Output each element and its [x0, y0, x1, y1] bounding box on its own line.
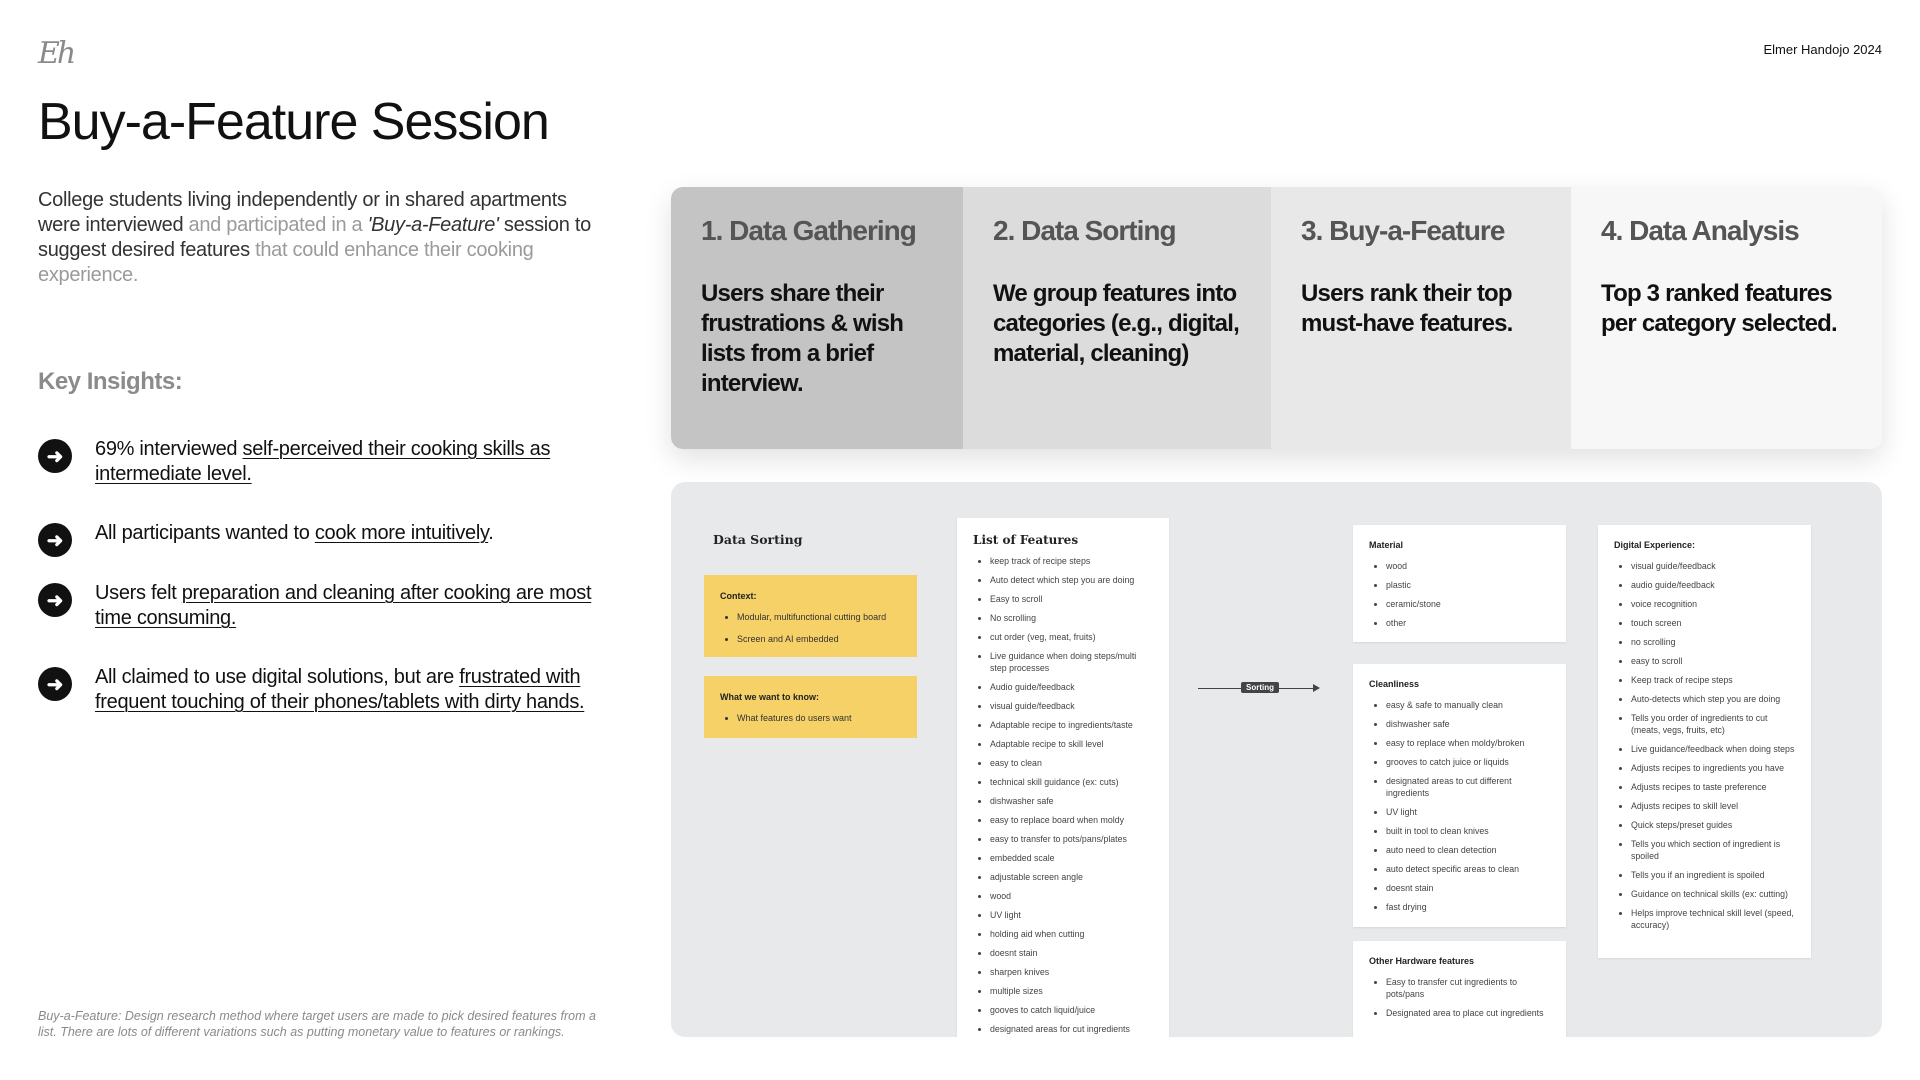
sticky-list [720, 611, 901, 645]
list-item: • audio guide/feedback [1631, 579, 1795, 591]
list-item: • grooves to catch juice or liquids [1386, 756, 1550, 768]
list-item: • Tells you which section of ingredient is spoiled [1631, 838, 1795, 862]
card-list [973, 555, 1153, 1035]
insight-text-plain: . [488, 522, 494, 544]
list-item: • Helps improve technical skill level (speed, accuracy) [1631, 907, 1795, 931]
list-item: • Easy to transfer cut ingredients to pots/pans [1386, 976, 1550, 1000]
insight-text-underlined: frustrated with frequent touching of their phones/tablets with dirty hands. [95, 666, 585, 713]
list-item: • doesnt stain [990, 947, 1153, 959]
arrow-head-icon [1313, 684, 1320, 692]
insight-text [95, 581, 618, 631]
card-title: List of Features [973, 533, 1079, 547]
data-sorting-board [671, 482, 1882, 1037]
insight-item [38, 665, 618, 715]
list-item: • multiple sizes [990, 985, 1153, 997]
list-item: • Adjusts recipes to skill level [1631, 800, 1795, 812]
author-credit: Elmer Handojo 2024 [1763, 42, 1882, 57]
card-title: Other Hardware features [1369, 956, 1475, 966]
insight-text-plain: Users felt [95, 582, 182, 604]
insight-text-plain: All claimed to use digital solutions, but are [95, 666, 460, 688]
card-title: Material [1369, 540, 1404, 550]
list-item: • voice recognition [1631, 598, 1795, 610]
list-item: • auto detect specific areas to clean [1386, 863, 1550, 875]
list-item: • easy to clean [990, 757, 1153, 769]
insight-text-underlined: cook more intuitively [314, 522, 489, 544]
step-data-analysis [1571, 187, 1882, 449]
list-item: • Easy to scroll [990, 593, 1153, 605]
card-title: Digital Experience: [1614, 540, 1696, 550]
list-item: • auto need to clean detection [1386, 844, 1550, 856]
want-sticky-note [704, 676, 917, 738]
list-item: • holding aid when cutting [990, 928, 1153, 940]
card-title: Cleanliness [1369, 679, 1420, 689]
step-title: 1. Data Gathering [701, 215, 916, 246]
list-item: • Auto-detects which step you are doing [1631, 693, 1795, 705]
list-item: • visual guide/feedback [990, 700, 1153, 712]
list-item: • designated areas to cut different ingredients [1386, 775, 1550, 799]
arrow-right-icon: ➜ [38, 583, 72, 617]
list-item: • sharpen knives [990, 966, 1153, 978]
sticky-title: Context: [720, 591, 757, 601]
list-item: • wood [1386, 560, 1550, 572]
insight-item [38, 581, 618, 631]
list-item: • designated areas for cut ingredients [990, 1023, 1153, 1035]
list-item: • UV light [990, 909, 1153, 921]
list-item: • easy & safe to manually clean [1386, 699, 1550, 711]
logo: Eh [38, 36, 74, 71]
insight-text [95, 437, 618, 487]
insight-text [95, 665, 618, 715]
list-item: • easy to replace board when moldy [990, 814, 1153, 826]
step-data-gathering [671, 187, 963, 449]
arrow-right-icon: ➜ [38, 523, 72, 557]
list-item: • no scrolling [1631, 636, 1795, 648]
list-item: • built in tool to clean knives [1386, 825, 1550, 837]
card-list [1369, 699, 1550, 913]
list-item: • wood [990, 890, 1153, 902]
card-list [1614, 560, 1795, 931]
list-item: • ceramic/stone [1386, 598, 1550, 610]
list-item: • What features do users want [737, 712, 901, 724]
features-list-card [957, 518, 1169, 1037]
list-item: • easy to replace when moldy/broken [1386, 737, 1550, 749]
list-item: • touch screen [1631, 617, 1795, 629]
list-item: • UV light [1386, 806, 1550, 818]
intro-part-5: that could enhance their cooking experience. [38, 239, 534, 286]
step-buy-a-feature [1271, 187, 1571, 449]
insight-item [38, 437, 618, 487]
process-steps [671, 187, 1882, 449]
list-item: • dishwasher safe [990, 795, 1153, 807]
insight-text-underlined: preparation and cleaning after cooking are most time consuming. [95, 582, 592, 629]
insight-text [95, 521, 493, 546]
list-item: • Designated area to place cut ingredients [1386, 1007, 1550, 1019]
insight-text-plain: All participants wanted to [95, 522, 315, 544]
list-item: • Guidance on technical skills (ex: cutting) [1631, 888, 1795, 900]
list-item: • doesnt stain [1386, 882, 1550, 894]
list-item: • technical skill guidance (ex: cuts) [990, 776, 1153, 788]
sorting-label: Sorting [1241, 682, 1279, 693]
step-description: Users rank their top must-have features. [1301, 280, 1513, 337]
hardware-card [1353, 941, 1566, 1037]
list-item: • Adjusts recipes to ingredients you have [1631, 762, 1795, 774]
list-item: • Tells you if an ingredient is spoiled [1631, 869, 1795, 881]
step-description: Top 3 ranked features per category selected. [1601, 280, 1837, 337]
digital-experience-card [1598, 525, 1811, 958]
step-title: 4. Data Analysis [1601, 215, 1799, 246]
list-item: • Audio guide/feedback [990, 681, 1153, 693]
material-card [1353, 525, 1566, 642]
intro-part-3: 'Buy-a-Feature' [367, 214, 499, 236]
arrow-right-icon: ➜ [38, 439, 72, 473]
cleanliness-card [1353, 664, 1566, 927]
list-item: • other [1386, 617, 1550, 629]
list-item: • Adjusts recipes to taste preference [1631, 781, 1795, 793]
intro-paragraph [38, 188, 608, 288]
list-item: • easy to transfer to pots/pans/plates [990, 833, 1153, 845]
key-insights-title: Key Insights: [38, 368, 183, 395]
footnote: Buy-a-Feature: Design research method where target users are made to pick desired features from a list. There are lots of different variations such as putting monetary value to features or rankings. [38, 1009, 596, 1039]
context-sticky-note [704, 575, 917, 657]
intro-part-1: College students living independently or in shared apartments were interviewed [38, 189, 567, 236]
list-item: • Modular, multifunctional cutting board [737, 611, 901, 623]
list-item: • adjustable screen angle [990, 871, 1153, 883]
list-item: • Screen and AI embedded [737, 633, 901, 645]
list-item: • Keep track of recipe steps [1631, 674, 1795, 686]
step-title: 2. Data Sorting [993, 215, 1176, 246]
sorting-connector [1198, 682, 1320, 694]
sticky-list [720, 712, 901, 724]
list-item: • dishwasher safe [1386, 718, 1550, 730]
list-item: • keep track of recipe steps [990, 555, 1153, 567]
insight-text-plain: 69% interviewed [95, 438, 243, 460]
list-item: • gooves to catch liquid/juice [990, 1004, 1153, 1016]
list-item: • visual guide/feedback [1631, 560, 1795, 572]
arrow-right-icon: ➜ [38, 667, 72, 701]
list-item: • cut order (veg, meat, fruits) [990, 631, 1153, 643]
insight-item [38, 521, 618, 557]
list-item: • No scrolling [990, 612, 1153, 624]
intro-part-2: and participated in a [183, 214, 368, 236]
step-data-sorting [963, 187, 1271, 449]
list-item: • Quick steps/preset guides [1631, 819, 1795, 831]
intro-part-4: session to suggest desired features [38, 214, 591, 261]
list-item: • Adaptable recipe to ingredients/taste [990, 719, 1153, 731]
page-title: Buy-a-Feature Session [38, 93, 549, 151]
step-description: Users share their frustrations & wish lists from a brief interview. [701, 280, 904, 397]
list-item: • fast drying [1386, 901, 1550, 913]
card-list [1369, 976, 1550, 1019]
list-item: • Auto detect which step you are doing [990, 574, 1153, 586]
board-title: Data Sorting [713, 532, 803, 547]
step-description: We group features into categories (e.g., digital, material, cleaning) [993, 280, 1239, 367]
list-item: • Tells you order of ingredients to cut (meats, vegs, fruits, etc) [1631, 712, 1795, 736]
list-item: • plastic [1386, 579, 1550, 591]
list-item: • embedded scale [990, 852, 1153, 864]
sticky-title: What we want to know: [720, 692, 819, 702]
insight-text-underlined: self-perceived their cooking skills as intermediate level. [95, 438, 551, 485]
list-item: • Adaptable recipe to skill level [990, 738, 1153, 750]
list-item: • easy to scroll [1631, 655, 1795, 667]
card-list [1369, 560, 1550, 629]
step-title: 3. Buy-a-Feature [1301, 215, 1505, 246]
list-item: • Live guidance when doing steps/multi step processes [990, 650, 1153, 674]
list-item: • Live guidance/feedback when doing steps [1631, 743, 1795, 755]
